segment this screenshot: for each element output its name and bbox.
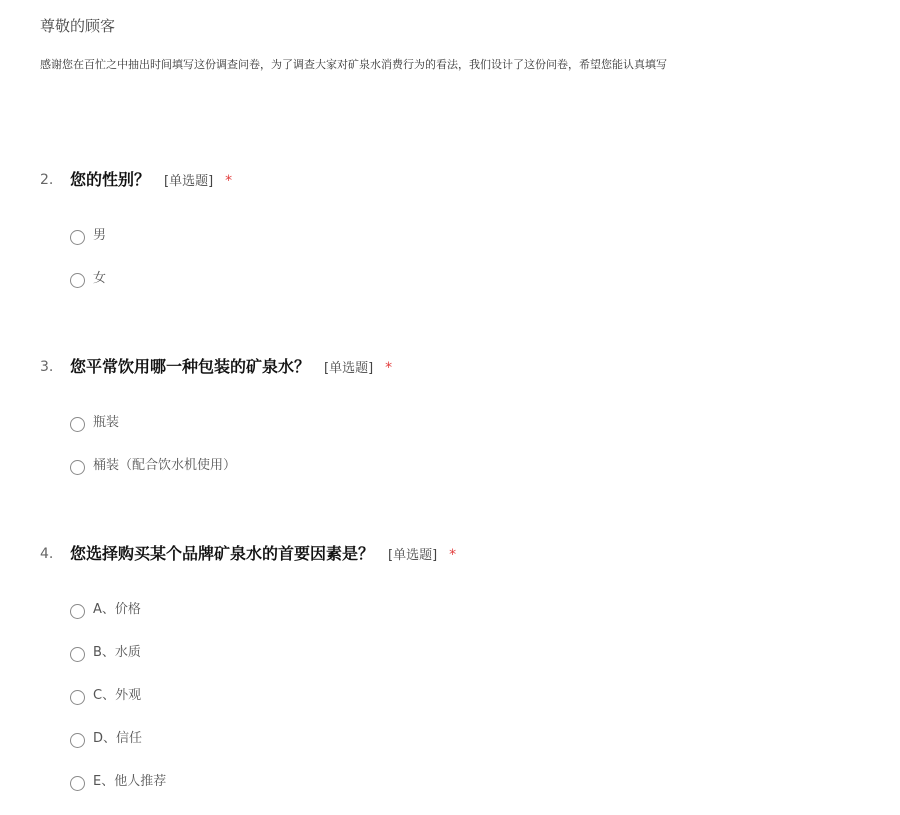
radio-button[interactable] — [70, 776, 85, 791]
question-title-row — [70, 168, 232, 194]
option-list — [70, 600, 166, 815]
radio-button[interactable] — [70, 230, 85, 245]
option-list — [70, 226, 106, 312]
question-type-label: [单选题] — [164, 174, 214, 189]
option-label[interactable]: 桶装（配合饮水机使用） — [93, 458, 237, 473]
question-purchase-factor — [0, 542, 900, 789]
option-label[interactable]: C、外观 — [93, 688, 142, 703]
question-header — [0, 542, 900, 566]
option-barreled[interactable] — [70, 456, 236, 499]
option-recommendation[interactable] — [70, 772, 166, 815]
option-label[interactable]: 瓶装 — [93, 415, 120, 430]
option-label[interactable]: E、他人推荐 — [93, 774, 167, 789]
option-label[interactable]: B、水质 — [93, 645, 141, 660]
radio-button[interactable] — [70, 460, 85, 475]
option-price[interactable] — [70, 600, 166, 643]
question-number: 3. — [40, 359, 54, 375]
option-label[interactable]: D、信任 — [93, 731, 143, 746]
question-packaging — [0, 355, 900, 473]
radio-button[interactable] — [70, 733, 85, 748]
option-trust[interactable] — [70, 729, 166, 772]
question-number: 4. — [40, 546, 54, 562]
question-header — [0, 355, 900, 379]
option-label[interactable]: 男 — [93, 228, 107, 243]
required-mark: * — [385, 360, 393, 376]
option-bottled[interactable] — [70, 413, 236, 456]
radio-button[interactable] — [70, 604, 85, 619]
question-title: 您平常饮用哪一种包装的矿泉水？ — [70, 357, 311, 376]
option-male[interactable] — [70, 226, 106, 269]
radio-button[interactable] — [70, 417, 85, 432]
option-list — [70, 413, 236, 499]
radio-button[interactable] — [70, 647, 85, 662]
question-gender — [0, 168, 900, 286]
question-type-label: [单选题] — [388, 548, 438, 563]
question-type-label: [单选题] — [324, 361, 374, 376]
question-title-row — [70, 355, 392, 381]
required-mark: * — [225, 173, 233, 189]
question-number: 2. — [40, 172, 54, 188]
option-female[interactable] — [70, 269, 106, 312]
question-title: 您选择购买某个品牌矿泉水的首要因素是？ — [70, 544, 375, 563]
option-label[interactable]: 女 — [93, 271, 107, 286]
question-header — [0, 168, 900, 192]
survey-intro: 感谢您在百忙之中抽出时间填写这份调查问卷，为了调查大家对矿泉水消费行为的看法，我们设计了这份问卷，希望您能认真填写 — [40, 58, 667, 71]
question-title-row — [70, 542, 456, 568]
option-appearance[interactable] — [70, 686, 166, 729]
option-water-quality[interactable] — [70, 643, 166, 686]
radio-button[interactable] — [70, 690, 85, 705]
question-title: 您的性别？ — [70, 170, 151, 189]
survey-greeting: 尊敬的顾客 — [40, 17, 116, 35]
radio-button[interactable] — [70, 273, 85, 288]
required-mark: * — [449, 547, 457, 563]
option-label[interactable]: A、价格 — [93, 602, 141, 617]
